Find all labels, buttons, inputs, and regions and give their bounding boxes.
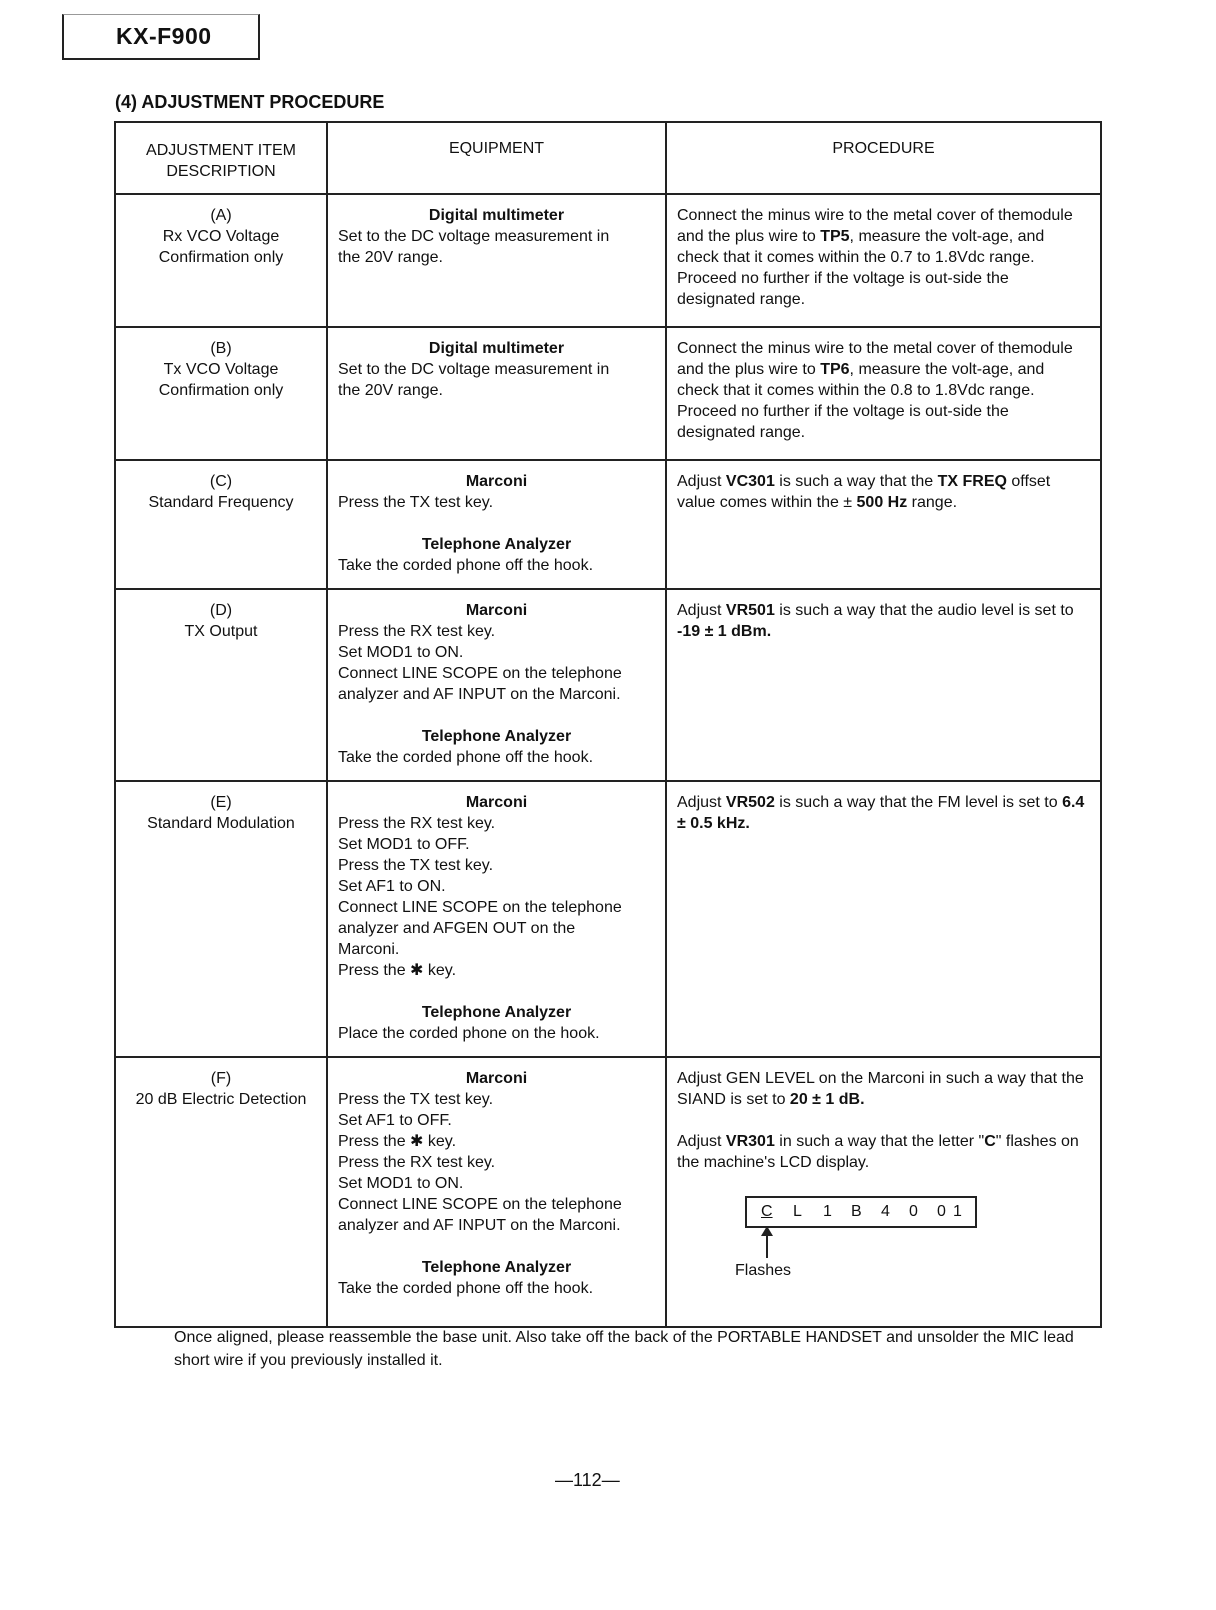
cell-procedure [666, 327, 1101, 460]
equipment-block [338, 1068, 655, 1236]
cell-adjustment-item [115, 1057, 327, 1327]
cell-procedure [666, 1057, 1101, 1327]
procedure-paragraph [677, 338, 1090, 443]
table-row [115, 589, 1101, 781]
procedure-text: in such a way that the letter " [774, 1133, 985, 1150]
lcd-character: 1 [953, 1203, 962, 1220]
equipment-name: Marconi [465, 602, 528, 619]
item-description: Standard Frequency [148, 494, 294, 511]
procedure-text: Connect the minus wire to the metal cover of the [677, 340, 1021, 357]
procedure-text: Connect the minus wire to the metal cover of the [677, 207, 1021, 224]
lcd-display [745, 1196, 977, 1228]
equipment-step: Take the corded phone off the hook. [338, 557, 594, 574]
procedure-text: module and the plus wire to [677, 207, 1073, 245]
cell-adjustment-item [115, 460, 327, 589]
procedure-emphasis: TP5 [820, 228, 850, 245]
procedure-text: , measure the volt- [849, 361, 983, 378]
table-row [115, 1057, 1101, 1327]
equipment-step: Set MOD1 to ON. [338, 1175, 464, 1192]
lcd-illustration [677, 1188, 1090, 1298]
cell-adjustment-item [115, 327, 327, 460]
procedure-text: " flashes on the machine's LCD display. [677, 1133, 1079, 1171]
equipment-step: the 20V range. [338, 249, 443, 266]
procedure-text: Adjust [677, 1133, 726, 1150]
procedure-text: Adjust [677, 794, 726, 811]
item-description: Confirmation only [158, 382, 284, 399]
cell-procedure [666, 194, 1101, 327]
cell-equipment [327, 194, 666, 327]
cell-equipment [327, 460, 666, 589]
equipment-step: Connect LINE SCOPE on the telephone [338, 665, 622, 682]
lcd-character: C [761, 1203, 773, 1220]
procedure-text: range. [907, 494, 958, 511]
equipment-name: Digital multimeter [428, 207, 565, 224]
item-id: (B) [210, 340, 232, 357]
equipment-name: Telephone Analyzer [421, 1259, 572, 1276]
procedure-emphasis: VR501 [725, 602, 775, 619]
procedure-paragraph [677, 1068, 1090, 1110]
equipment-step: Press the ✱ key. [338, 1133, 457, 1150]
section-title: (4) ADJUSTMENT PROCEDURE [115, 92, 385, 112]
lcd-character: 0 [937, 1203, 946, 1220]
adjustment-table [114, 121, 1102, 1328]
equipment-step: Set to the DC voltage measurement in [338, 228, 610, 245]
item-description: TX Output [184, 623, 258, 640]
equipment-block [338, 471, 655, 513]
equipment-step: the 20V range. [338, 382, 443, 399]
procedure-paragraph [677, 1131, 1090, 1173]
column-header-equipment: EQUIPMENT [327, 122, 666, 194]
footer-note: Once aligned, please reassemble the base unit. Also take off the back of the PORTABLE HANDSET and unsolder the MIC lead short wire if you previously installed it. [174, 1329, 1074, 1369]
procedure-emphasis: TP6 [820, 361, 850, 378]
model-label: KX-F900 [116, 23, 212, 49]
procedure-text: Adjust [677, 473, 726, 490]
procedure-emphasis: C [984, 1133, 996, 1150]
lcd-character: 1 [823, 1203, 832, 1220]
procedure-paragraph [677, 792, 1090, 834]
equipment-step: Set MOD1 to ON. [338, 644, 464, 661]
procedure-text: Vdc range. Proceed no further if the voltage is out- [677, 249, 1035, 287]
equipment-step: analyzer and AFGEN OUT on the [338, 920, 576, 937]
procedure-text: is such a way that the audio level is set to [774, 602, 1074, 619]
equipment-block [338, 338, 655, 401]
lcd-character: B [851, 1203, 862, 1220]
procedure-emphasis: 500 Hz [856, 494, 908, 511]
table-row [115, 194, 1101, 327]
cell-equipment [327, 781, 666, 1057]
table-row [115, 460, 1101, 589]
equipment-step: Press the TX test key. [338, 1091, 494, 1108]
cell-equipment [327, 589, 666, 781]
procedure-paragraph [677, 205, 1090, 310]
item-id: (D) [209, 602, 233, 619]
table-row [115, 327, 1101, 460]
page-number: —112— [555, 1470, 620, 1490]
equipment-step: Press the RX test key. [338, 623, 496, 640]
equipment-step: Place the corded phone on the hook. [338, 1025, 600, 1042]
equipment-block [338, 1002, 655, 1044]
procedure-text: side the designated range. [677, 270, 1009, 308]
procedure-emphasis: VC301 [725, 473, 775, 490]
equipment-step: Marconi. [338, 941, 400, 958]
item-id: (F) [210, 1070, 232, 1087]
item-description: Tx VCO Voltage [163, 361, 279, 378]
procedure-text: Vdc range. Proceed no further if the voltage is out- [677, 382, 1035, 420]
equipment-name: Marconi [465, 1070, 528, 1087]
cell-adjustment-item [115, 194, 327, 327]
equipment-block [338, 1257, 655, 1299]
procedure-emphasis: VR301 [725, 1133, 775, 1150]
equipment-step: analyzer and AF INPUT on the Marconi. [338, 686, 621, 703]
procedure-text: age, and check that it comes within the 0.7 to 1.8 [677, 228, 1045, 266]
equipment-step: Set AF1 to ON. [338, 878, 446, 895]
item-description: 20 dB Electric Detection [135, 1091, 307, 1108]
procedure-emphasis: -19 ± 1 dBm. [677, 623, 772, 640]
equipment-step: Set to the DC voltage measurement in [338, 361, 610, 378]
procedure-emphasis: 20 ± 1 dB. [789, 1091, 865, 1108]
item-id: (E) [210, 794, 232, 811]
cell-equipment [327, 327, 666, 460]
equipment-name: Digital multimeter [428, 340, 565, 357]
procedure-text: module and the plus wire to [677, 340, 1073, 378]
equipment-block [338, 205, 655, 268]
table-header-row [115, 122, 1101, 194]
item-id: (A) [210, 207, 232, 224]
equipment-block [338, 726, 655, 768]
procedure-text: age, and check that it comes within the 0.8 to 1.8 [677, 361, 1045, 399]
item-id: (C) [209, 473, 233, 490]
procedure-text: side the designated range. [677, 403, 1009, 441]
item-description: Standard Modulation [147, 815, 295, 832]
equipment-step: Press the TX test key. [338, 857, 494, 874]
procedure-emphasis: 6.4 ± 0.5 kHz. [677, 794, 1085, 832]
lcd-character: 4 [881, 1203, 890, 1220]
lcd-caption: Flashes [735, 1262, 792, 1279]
equipment-step: Press the RX test key. [338, 815, 496, 832]
equipment-step: Press the TX test key. [338, 494, 494, 511]
equipment-name: Telephone Analyzer [421, 728, 572, 745]
equipment-step: Take the corded phone off the hook. [338, 749, 594, 766]
procedure-emphasis: TX FREQ [937, 473, 1007, 490]
procedure-text: Adjust GEN LEVEL on the Marconi in such a way that the SIAND is set to [677, 1070, 1084, 1108]
equipment-name: Marconi [465, 794, 528, 811]
lcd-character: L [793, 1203, 802, 1220]
item-description: Confirmation only [158, 249, 284, 266]
equipment-step: Set MOD1 to OFF. [338, 836, 470, 853]
lcd-character: 0 [909, 1203, 918, 1220]
equipment-block [338, 534, 655, 576]
equipment-name: Telephone Analyzer [421, 536, 572, 553]
column-header-procedure: PROCEDURE [666, 122, 1101, 194]
column-header-item: ADJUSTMENT ITEM DESCRIPTION [115, 122, 327, 194]
procedure-text: , measure the volt- [849, 228, 983, 245]
cell-procedure [666, 781, 1101, 1057]
equipment-step: Take the corded phone off the hook. [338, 1280, 594, 1297]
cell-adjustment-item [115, 781, 327, 1057]
procedure-emphasis: VR502 [725, 794, 775, 811]
procedure-text: is such a way that the [774, 473, 938, 490]
cell-procedure [666, 460, 1101, 589]
procedure-text: offset value comes within the ± [677, 473, 1051, 511]
equipment-block [338, 600, 655, 705]
equipment-step: Press the ✱ key. [338, 962, 457, 979]
equipment-step: Connect LINE SCOPE on the telephone [338, 899, 622, 916]
equipment-name: Marconi [465, 473, 528, 490]
procedure-text: Adjust [677, 602, 726, 619]
model-label-box [62, 14, 260, 60]
cell-equipment [327, 1057, 666, 1327]
table-row [115, 781, 1101, 1057]
up-arrow-icon [757, 1226, 777, 1260]
cell-adjustment-item [115, 589, 327, 781]
procedure-paragraph [677, 600, 1090, 642]
cell-procedure [666, 589, 1101, 781]
equipment-step: Connect LINE SCOPE on the telephone [338, 1196, 622, 1213]
equipment-name: Telephone Analyzer [421, 1004, 572, 1021]
equipment-step: Set AF1 to OFF. [338, 1112, 452, 1129]
equipment-step: analyzer and AF INPUT on the Marconi. [338, 1217, 621, 1234]
procedure-text: is such a way that the FM level is set to [774, 794, 1063, 811]
equipment-block [338, 792, 655, 981]
procedure-paragraph [677, 471, 1090, 513]
equipment-step: Press the RX test key. [338, 1154, 496, 1171]
item-description: Rx VCO Voltage [162, 228, 280, 245]
